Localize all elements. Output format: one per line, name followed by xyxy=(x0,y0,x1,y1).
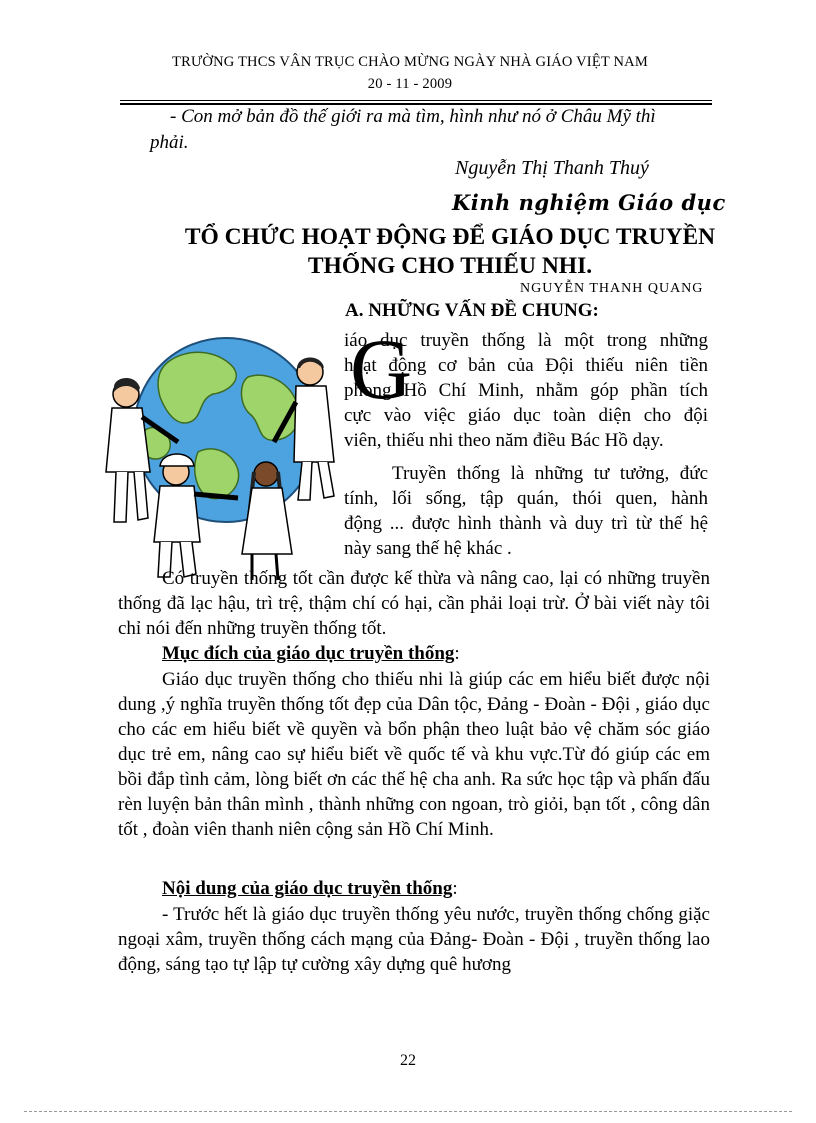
heading-purpose xyxy=(162,641,662,666)
section-a-heading: A. NHỮNG VẤN ĐỀ CHUNG: xyxy=(345,300,599,321)
heading-content-colon: : xyxy=(452,878,458,899)
header-date: 20 - 11 - 2009 xyxy=(367,76,453,92)
heading-content xyxy=(162,876,662,901)
wrap-line-4: cực vào việc giáo dục toàn diện cho đội xyxy=(344,405,708,426)
heading-content-text: Nội dung của giáo dục truyền thống xyxy=(162,878,453,899)
wrap-line-8: động ... được hình thành và duy trì từ thế hệ xyxy=(344,513,708,534)
wrap-line-6: Truyền thống là những tư tưởng, đức xyxy=(392,463,708,484)
page-number: 22 xyxy=(400,1052,416,1069)
article-author: NGUYỄN THANH QUANG xyxy=(520,281,704,296)
article-title-line2: THỐNG CHO THIẾU NHI. xyxy=(307,253,593,279)
wrap-line-5: viên, thiếu nhi theo năm điều Bác Hồ dạy. xyxy=(344,430,664,451)
prev-quote-line1: - Con mở bản đồ thế giới ra mà tìm, hình như nó ở Châu Mỹ thì xyxy=(170,106,656,127)
heading-purpose-text: Mục đích của giáo dục truyền thống xyxy=(162,643,455,664)
header-school-line: TRƯỜNG THCS VÂN TRỤC CHÀO MỪNG NGÀY NHÀ GIÁO VIỆT NAM xyxy=(172,54,648,70)
article-title-line1: TỔ CHỨC HOẠT ĐỘNG ĐỂ GIÁO DỤC TRUYỀN xyxy=(184,224,716,250)
page-bottom-divider xyxy=(24,1111,792,1112)
drop-cap-letter: G xyxy=(350,321,413,417)
wrap-line-2: hoạt động cơ bản của Đội thiếu niên tiền xyxy=(344,355,708,376)
wrap-line-1: iáo dục truyền thống là một trong những xyxy=(344,330,708,351)
paragraph-traditions: Có truyền thống tốt cần được kế thừa và nâng cao, lại có những truyền thống đã lạc hậu, trì trệ, thậm chí có hại, cần phải loại trừ. Ở bài viết này tôi chỉ nói đến những truyền thống tốt. xyxy=(118,568,710,639)
paragraph-content: - Trước hết là giáo dục truyền thống yêu nước, truyền thống chống giặc ngoại xâm, truyền thống cách mạng của Đảng- Đoàn - Đội , truyền thống lao động, sáng tạo tự lập tự cường xây dựng quê hương xyxy=(118,904,710,975)
children-around-globe-image xyxy=(98,322,338,584)
prev-author: Nguyễn Thị Thanh Thuý xyxy=(455,157,649,179)
heading-purpose-colon: : xyxy=(454,643,460,664)
wrap-line-7: tính, lối sống, tập quán, thói quen, hành xyxy=(344,488,708,509)
paragraph-purpose: Giáo dục truyền thống cho thiếu nhi là giúp các em hiểu biết được nội dung ,ý nghĩa truyền thống tốt đẹp của Dân tộc, Đảng - Đoàn - Đội , giáo dục cho các em hiểu biết về quyền và bổn phận theo luật bảo vệ chăm sóc giáo dục trẻ em, nâng cao sự hiểu biết về quốc tế và khu vực.Từ đó giúp các em bồi đắp tình cảm, lòng biết ơn các thế hệ cha anh. Ra sức học tập và phấn đấu rèn luyện bản thân mình , thành những con ngoan, trò giỏi, bạn tốt , công dân tốt , đoàn viên thanh niên cộng sản Hồ Chí Minh. xyxy=(118,669,710,840)
wrap-line-3: phong Hồ Chí Minh, nhằm góp phần tích xyxy=(344,380,708,401)
prev-quote-line2: phải. xyxy=(150,132,189,153)
section-label: Kinh nghiệm Giáo dục xyxy=(452,190,726,215)
wrap-line-9: này sang thế hệ khác . xyxy=(344,538,512,559)
